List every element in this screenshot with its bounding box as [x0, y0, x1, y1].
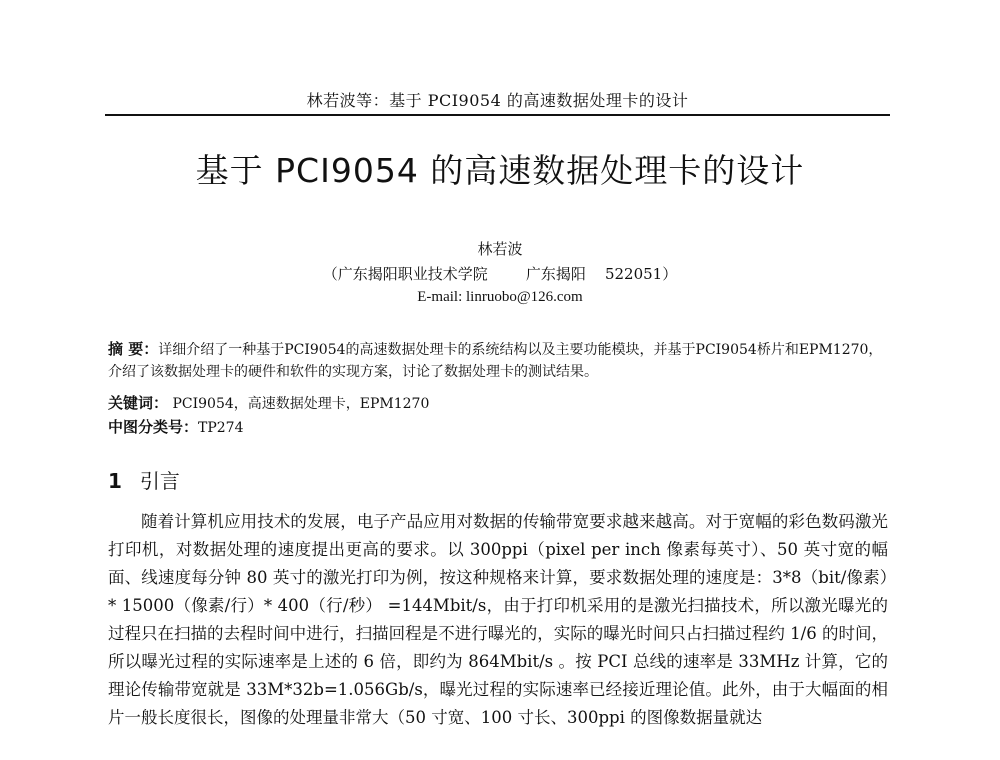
- header-rule: [105, 114, 890, 116]
- section-heading: [108, 465, 180, 494]
- author-affiliation: （广东揭阳职业技术学院 广东揭阳 522051）: [322, 265, 678, 283]
- section-number: 1: [108, 469, 122, 493]
- body-paragraph: 随着计算机应用技术的发展，电子产品应用对数据的传输带宽要求越来越高。对于宽幅的彩色数码激光打印机，对数据处理的速度提出更高的要求。以 300ppi（pixel per inch 像素每英寸）、50 英寸宽的幅面、线速度每分钟 80 英寸的激光打印为例，按这种规格来计算，要求数据处理的速度是：3*8（bit/像素）* 15000（像素/行）* 400（行/秒） =144Mbit/s，由于打印机采用的是激光扫描技术，所以激光曝光的过程只在扫描的去程时间中进行，扫描回程是不进行曝光的，实际的曝光时间只占扫描过程约 1/6 的时间，所以曝光过程的实际速率是上述的 6 倍，即约为 864Mbit/s 。按 PCI 总线的速率是 33MHz 计算，它的理论传输带宽就是 33M*32b=1.056Gb/s，曝光过程的实际速率已经接近理论值。此外，由于大幅面的相片一般长度很长，图像的处理量非常大（50 寸宽、100 寸长、300ppi 的图像数据量就达: [108, 512, 888, 727]
- classification-code: [108, 416, 244, 437]
- author-email: E-mail: linruobo@126.com: [417, 289, 583, 305]
- classification-label: 中图分类号：: [108, 418, 199, 436]
- paper-title: 基于 PCI9054 的高速数据处理卡的设计: [195, 151, 805, 190]
- body-text: [108, 508, 888, 732]
- abstract-text: 详细介绍了一种基于PCI9054的高速数据处理卡的系统结构以及主要功能模块，并基于PCI9054桥片和EPM1270，介绍了该数据处理卡的硬件和软件的实现方案，讨论了数据处理卡的测试结果。: [108, 342, 883, 380]
- running-head: 林若波等：基于 PCI9054 的高速数据处理卡的设计: [306, 91, 689, 110]
- abstract: [108, 338, 893, 383]
- keywords-text: PCI9054，高速数据处理卡，EPM1270: [172, 396, 430, 412]
- abstract-label: 摘 要：: [108, 340, 159, 358]
- keywords-label: 关键词：: [108, 394, 169, 412]
- section-title: 引言: [139, 469, 180, 493]
- author-name: 林若波: [477, 240, 523, 258]
- keywords: [108, 392, 429, 413]
- classification-text: TP274: [198, 420, 244, 436]
